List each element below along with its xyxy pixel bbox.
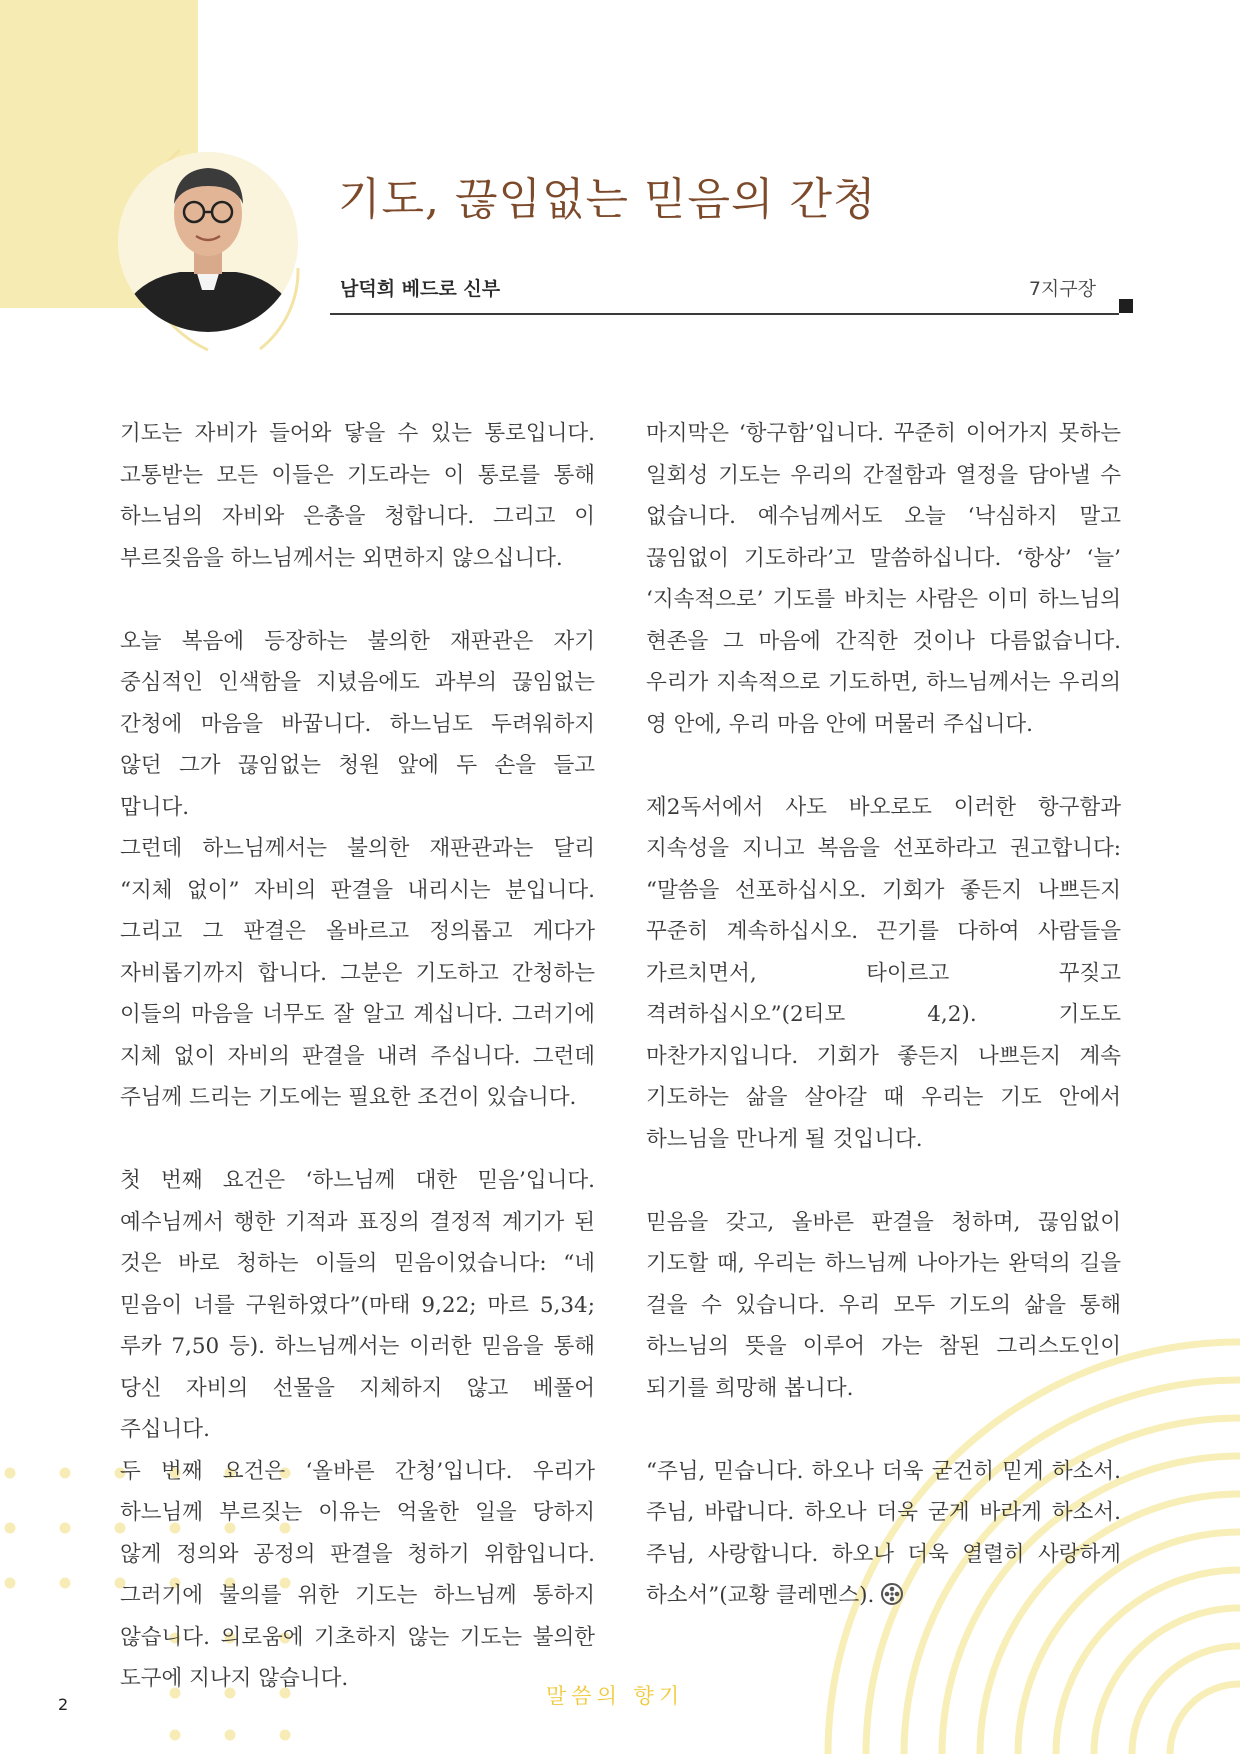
- decor-dot: [225, 1730, 236, 1741]
- paragraph: 마지막은 ‘항구함’입니다. 꾸준히 이어가지 못하는 일회성 기도는 우리의 간절함과 열정을 담아낼 수 없습니다. 예수님께서도 오늘 ‘낙심하지 말고 끊임없이 기도하라’고 말씀하십니다. ‘항상’ ‘늘’ ‘지속적으로’ 기도를 바치는 사람은 이미 하느님의 현존을 그 마음에 간직한 것이나 다름없습니다. 우리가 지속적으로 기도하면, 하느님께서는 우리의 영 안에, 우리 마음 안에 머물러 주십니다.: [646, 421, 1121, 737]
- portrait-figure-icon: [118, 152, 298, 332]
- paragraph: 오늘 복음에 등장하는 불의한 재판관은 자기 중심적인 인색함을 지녔음에도 과부의 끊임없는 간청에 마음을 바꿉니다. 하느님도 두려워하지 않던 그가 끊임없는 청원 앞에 두 손을 들고 맙니다.: [120, 628, 595, 820]
- paragraph: 두 번째 요건은 ‘올바른 간청’입니다. 우리가 하느님께 부르짖는 이유는 억울한 일을 당하지 않게 정의와 공정의 판결을 청하기 위함입니다. 그러기에 불의를 위한 기도는 하느님께 통하지 않습니다. 의로움에 기초하지 않는 기도는 불의한 도구에 지나지 않습니다.: [120, 1458, 595, 1691]
- page-number: 2: [58, 1695, 69, 1714]
- decor-dot: [5, 1468, 16, 1479]
- end-mark-icon: [880, 1579, 904, 1621]
- rule-end-square: [1119, 299, 1133, 313]
- paragraph: 기도는 자비가 들어와 닿을 수 있는 통로입니다. 고통받는 모든 이들은 기도라는 이 통로를 통해 하느님의 자비와 은총을 청합니다. 그리고 이 부르짖음을 하느님께서는 외면하지 않으십니다.: [120, 421, 595, 571]
- publication-title: 말씀의 향기: [546, 1684, 685, 1708]
- decor-dot: [60, 1578, 71, 1589]
- decor-dot: [60, 1468, 71, 1479]
- decor-dot: [170, 1730, 181, 1741]
- paragraph: 믿음을 갖고, 올바른 판결을 청하며, 끊임없이 기도할 때, 우리는 하느님께 나아가는 완덕의 길을 걸을 수 있습니다. 우리 모두 기도의 삶을 통해 하느님의 뜻을 이루어 가는 참된 그리스도인이 되기를 희망해 봅니다.: [646, 1209, 1121, 1401]
- decor-dot: [5, 1523, 16, 1534]
- decor-dot: [60, 1523, 71, 1534]
- author-portrait: [118, 152, 298, 332]
- right-column: [646, 413, 1121, 1621]
- paragraph: 제2독서에서 사도 바오로도 이러한 항구함과 지속성을 지니고 복음을 선포하라고 권고합니다: “말씀을 선포하십시오. 기회가 좋든지 나쁘든지 꾸준히 계속하십시오. 끈기를 다하여 사람들을 가르치면서, 타이르고 꾸짖고 격려하십시오”(2티모 4,2). 기도도 마찬가지입니다. 기회가 좋든지 나쁘든지 계속 기도하는 삶을 살아갈 때 우리는 기도 안에서 하느님을 만나게 될 것입니다.: [646, 794, 1121, 1152]
- paragraph: 첫 번째 요건은 ‘하느님께 대한 믿음’입니다. 예수님께서 행한 기적과 표징의 결정적 계기가 된 것은 바로 청하는 이들의 믿음이었습니다: “네 믿음이 너를 구원하였다”(마태 9,22; 마르 5,34; 루카 7,50 등). 하느님께서는 이러한 믿음을 통해 당신 자비의 선물을 지체하지 않고 베풀어 주십니다.: [120, 1168, 595, 1442]
- decor-dot: [280, 1730, 291, 1741]
- decor-dot: [5, 1578, 16, 1589]
- author-role: 7지구장: [1028, 278, 1096, 300]
- page-title: 기도, 끊임없는 믿음의 간청: [338, 174, 877, 225]
- header-rule: [330, 313, 1119, 315]
- closing-prayer: [646, 1451, 1121, 1621]
- author-name: 남덕희 베드로 신부: [340, 278, 501, 300]
- left-column: [120, 413, 595, 1700]
- paragraph: 그런데 하느님께서는 불의한 재판관과는 달리 “지체 없이” 자비의 판결을 내리시는 분입니다. 그리고 그 판결은 올바르고 정의롭고 게다가 자비롭기까지 합니다. 그분은 기도하고 간청하는 이들의 마음을 너무도 잘 알고 계십니다. 그러기에 지체 없이 자비의 판결을 내려 주십니다. 그런데 주님께 드리는 기도에는 필요한 조건이 있습니다.: [120, 836, 595, 1110]
- closing-prayer-text: “주님, 믿습니다. 하오나 더욱 굳건히 믿게 하소서. 주님, 바랍니다. 하오나 더욱 굳게 바라게 하소서. 주님, 사랑합니다. 하오나 더욱 열렬히 사랑하게 하소서”(교황 클레멘스).: [646, 1458, 1121, 1608]
